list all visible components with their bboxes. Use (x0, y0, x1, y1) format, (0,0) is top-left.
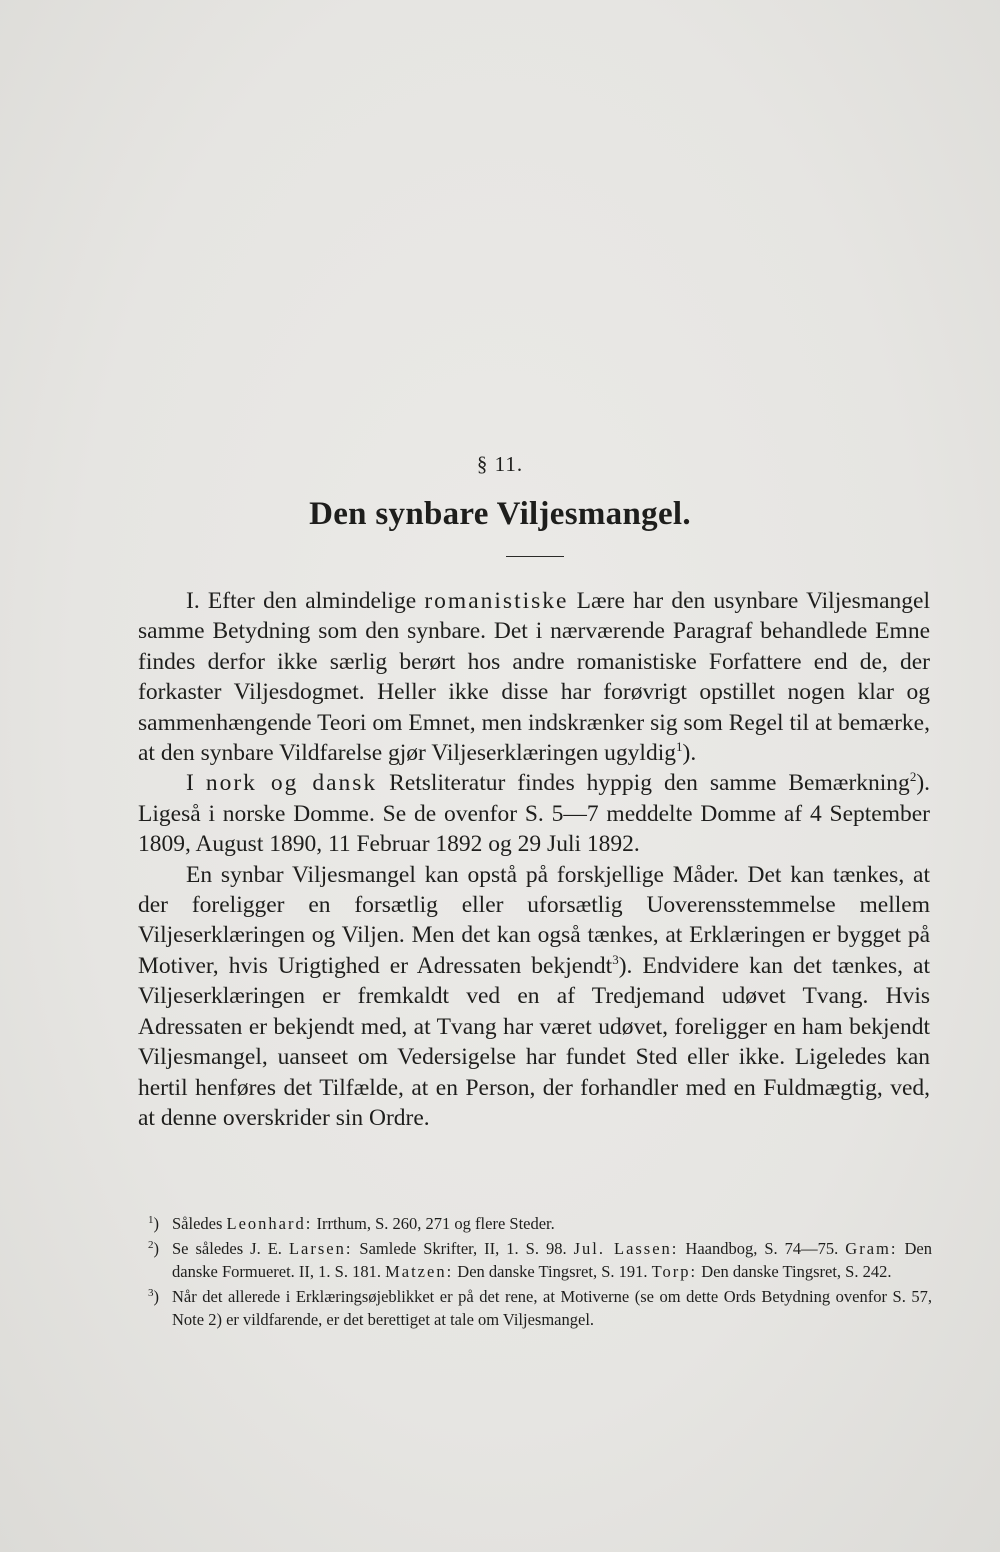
text-run: ). Ligeså i norske Domme. Se de ovenfor S. 5—7 meddelte Domme af 4 September 1809, August 1890, 11 Februar 1892 og 29 Juli 1892. (138, 770, 931, 858)
footnote-number: 3 (148, 1287, 154, 1299)
footnotes (148, 1212, 932, 1333)
text-run: Den danske Tingsret, S. 191. (453, 1262, 652, 1281)
spaced-text: romanistiske (424, 588, 569, 614)
text-run: En synbar Viljesmangel kan opstå på forskjellige Måder. Det kan tænkes, at der foreligger en forsætlig eller uforsætlig Uoverensstemmelse mellem Viljeserklæringen og Viljen. Men det kan også tænkes, at Erklæringen er bygget på Motiver, hvis Urigtighed er Adressaten bekjendt (138, 861, 930, 979)
spaced-text: Leonhard: (226, 1214, 313, 1233)
text-run: Den danske Tingsret, S. 242. (697, 1262, 892, 1281)
spaced-text: Jul. Lassen: (573, 1239, 679, 1258)
text-run: Den danske Formueret. II, 1. S. 181. (172, 1239, 932, 1281)
text-run: Retsliteratur findes hyppig den samme Bemærkning (377, 770, 910, 797)
footnote-ref: 1 (676, 739, 683, 755)
text-run: ). Endvidere kan det tænkes, at Viljeserklæringen er fremkaldt ved en af Tredjemand udøvet Tvang. Hvis Adressaten er bekjendt med, at Tvang har været udøvet, foreligger en ham bekjendt Viljesmangel, uanseet om Vedersigelse har fundet Sted eller ikke. Ligeledes kan hertil henføres det Tilfælde, at en Person, der forhandler med en Fuldmægtig, ved, at denne overskrider sin Ordre. (138, 952, 931, 1131)
footnote-marker: $^2$) (148, 1239, 159, 1258)
footnote (148, 1285, 932, 1331)
footnote-marker: $^3$) (148, 1287, 159, 1306)
text-run: Se således J. E. (172, 1239, 289, 1258)
paragraph (138, 860, 930, 1134)
footnote-number: 2 (148, 1239, 154, 1251)
spaced-text: Matzen: (385, 1262, 454, 1281)
text-run: Haandbog, S. 74—75. (678, 1239, 846, 1258)
text-run: I (186, 770, 206, 797)
section-number: § 11. (476, 452, 524, 476)
heading-rule (506, 556, 564, 557)
text-run: Når det allerede i Erklæringsøjeblikket er på det rene, at Motiverne (se om dette Ords Betydning ovenfor S. 57, Note 2) er vildfarende, er det berettiget at tale om Viljesmangel. (172, 1287, 932, 1329)
spaced-text: Torp: (651, 1262, 698, 1281)
text-run: ). (682, 740, 697, 767)
paragraph (138, 586, 930, 768)
section-heading: Den synbare Viljesmangel. (309, 496, 691, 532)
text-run: Således (172, 1214, 227, 1233)
footnote-number: 1 (148, 1214, 154, 1226)
footnote (148, 1212, 932, 1235)
spaced-text: nork og dansk (205, 770, 378, 797)
footnote-ref: 3 (612, 951, 619, 967)
body-text (138, 586, 930, 1133)
footnote-marker: $^1$) (148, 1214, 159, 1233)
footnote-ref: 2 (909, 769, 917, 785)
text-run: I. Efter den almindelige (186, 588, 425, 614)
text-run: Lære har den usynbare Viljesmangel samme Betydning som den synbare. Det i nærværende Paragraf behandlede Emne findes derfor ikke særlig berørt hos andre romanistiske Forfattere end de, der forkaster Viljesdogmet. Heller ikke disse har forøvrigt opstillet nogen klar og sammenhængende Teori om Emnet, men indskrænker sig som Regel til at bemærke, at den synbare Vildfarelse gjør Viljeserklæringen ugyldig (138, 588, 930, 767)
spaced-text: Larsen: (288, 1239, 353, 1258)
text-run: Samlede Skrifter, II, 1. S. 98. (352, 1239, 574, 1258)
spaced-text: Gram: (845, 1239, 898, 1258)
footnote (148, 1237, 932, 1283)
text-run: Irrthum, S. 260, 271 og flere Steder. (312, 1214, 555, 1233)
paragraph (138, 768, 930, 859)
